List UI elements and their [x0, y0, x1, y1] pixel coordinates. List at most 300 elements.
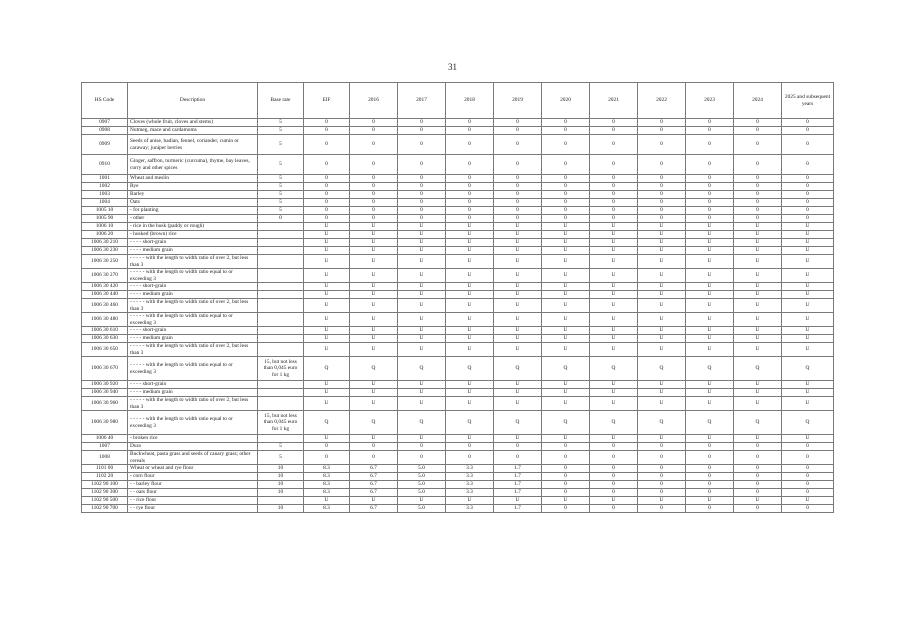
rate-cell: 0 [494, 155, 542, 175]
rate-cell: 0 [734, 451, 782, 465]
hs-code-cell: 1006 30 440 [82, 291, 128, 299]
rate-cell: U [494, 247, 542, 255]
rate-cell: U [782, 343, 834, 357]
hs-code-cell: 1002 [82, 183, 128, 191]
rate-cell: U [734, 269, 782, 283]
rate-cell: 0 [590, 451, 638, 465]
rate-cell: U [304, 255, 350, 269]
rate-cell: U [446, 313, 494, 327]
description-cell: Ginger, saffron, turmeric (curcuma), thyme, bay leaves, curry and other spices [128, 155, 258, 175]
rate-cell: 0 [350, 127, 398, 135]
rate-cell: U [686, 255, 734, 269]
rate-cell: 0 [542, 183, 590, 191]
rate-cell: 0 [734, 135, 782, 155]
rate-cell: 0 [638, 443, 686, 451]
table-row [82, 397, 834, 411]
hs-code-cell: 1102 90 300 [82, 489, 128, 497]
table-row [82, 489, 834, 497]
table-row [82, 135, 834, 155]
base-rate-cell [258, 335, 304, 343]
hs-code-cell: 1006 30 480 [82, 313, 128, 327]
rate-cell: 0 [304, 127, 350, 135]
rate-cell: 0 [734, 199, 782, 207]
rate-cell: 3.3 [446, 473, 494, 481]
hs-code-cell: 0910 [82, 155, 128, 175]
rate-cell: 0 [398, 155, 446, 175]
hs-code-cell: 1006 30 210 [82, 239, 128, 247]
rate-cell: U [446, 343, 494, 357]
rate-cell: U [638, 335, 686, 343]
rate-cell: U [446, 269, 494, 283]
rate-cell: 0 [542, 481, 590, 489]
rate-cell: 0 [782, 155, 834, 175]
rate-cell: 0 [590, 199, 638, 207]
rate-cell: U [590, 239, 638, 247]
table-row [82, 175, 834, 183]
rate-cell: 0 [398, 443, 446, 451]
rate-cell: Q [782, 357, 834, 381]
rate-cell: U [686, 283, 734, 291]
description-cell: - other [128, 215, 258, 223]
rate-cell: 0 [446, 451, 494, 465]
rate-cell: 0 [638, 183, 686, 191]
rate-cell: 6.7 [350, 465, 398, 473]
rate-cell: Q [398, 357, 446, 381]
rate-cell: 0 [590, 465, 638, 473]
rate-cell: 0 [446, 127, 494, 135]
rate-cell: U [304, 231, 350, 239]
rate-cell: U [494, 269, 542, 283]
rate-cell: 0 [350, 199, 398, 207]
rate-cell: 0 [734, 443, 782, 451]
rate-cell: 0 [494, 207, 542, 215]
rate-cell: Q [686, 411, 734, 435]
rate-cell: 0 [686, 215, 734, 223]
rate-cell: 0 [398, 191, 446, 199]
rate-cell: 0 [638, 489, 686, 497]
table-row [82, 247, 834, 255]
hs-code-cell: 1005 90 [82, 215, 128, 223]
rate-cell: U [494, 381, 542, 389]
rate-cell: 0 [494, 191, 542, 199]
hs-code-cell: 1006 30 420 [82, 283, 128, 291]
rate-cell: U [782, 381, 834, 389]
rate-cell: U [446, 389, 494, 397]
description-cell: - husked (brown) rice [128, 231, 258, 239]
base-rate-cell: 5 [258, 155, 304, 175]
rate-cell: U [542, 327, 590, 335]
rate-cell: 0 [350, 443, 398, 451]
rate-cell: U [446, 283, 494, 291]
rate-cell: U [782, 327, 834, 335]
rate-cell: U [638, 397, 686, 411]
column-header: 2019 [494, 83, 542, 119]
rate-cell: 0 [350, 215, 398, 223]
rate-cell: U [734, 327, 782, 335]
rate-cell: 0 [782, 191, 834, 199]
rate-cell: 0 [398, 119, 446, 127]
rate-cell: 0 [446, 207, 494, 215]
rate-cell: U [350, 335, 398, 343]
table-row [82, 255, 834, 269]
rate-cell: 0 [638, 135, 686, 155]
description-cell: Barley [128, 191, 258, 199]
table-row [82, 199, 834, 207]
rate-cell: U [494, 223, 542, 231]
rate-cell: U [304, 247, 350, 255]
rate-cell: U [398, 291, 446, 299]
rate-cell: 0 [350, 183, 398, 191]
rate-cell: 8.3 [304, 505, 350, 513]
rate-cell: 0 [782, 451, 834, 465]
hs-code-cell: 1102 90 700 [82, 505, 128, 513]
column-header: 2023 [686, 83, 734, 119]
rate-cell: U [542, 381, 590, 389]
base-rate-cell: 5 [258, 127, 304, 135]
rate-cell: U [734, 239, 782, 247]
rate-cell: 0 [304, 191, 350, 199]
hs-code-cell: 1006 30 650 [82, 343, 128, 357]
hs-code-cell: 1006 30 670 [82, 357, 128, 381]
rate-cell: U [590, 381, 638, 389]
rate-cell: U [542, 497, 590, 505]
hs-code-cell: 0908 [82, 127, 128, 135]
description-cell: - - - - - with the length to width ratio of over 2, but less than 3 [128, 299, 258, 313]
rate-cell: U [350, 283, 398, 291]
rate-cell: U [398, 497, 446, 505]
base-rate-cell: 10 [258, 465, 304, 473]
rate-cell: U [734, 247, 782, 255]
rate-cell: U [782, 291, 834, 299]
rate-cell: U [350, 313, 398, 327]
table-row [82, 443, 834, 451]
base-rate-cell [258, 299, 304, 313]
rate-cell: Q [494, 357, 542, 381]
rate-cell: 0 [590, 183, 638, 191]
rate-cell: U [494, 231, 542, 239]
rate-cell: 0 [734, 465, 782, 473]
rate-cell: U [638, 327, 686, 335]
base-rate-cell [258, 223, 304, 231]
rate-cell: 0 [686, 443, 734, 451]
hs-code-cell: 1006 30 230 [82, 247, 128, 255]
rate-cell: U [734, 255, 782, 269]
base-rate-cell [258, 231, 304, 239]
rate-cell: 0 [782, 207, 834, 215]
base-rate-cell [258, 497, 304, 505]
rate-cell: U [590, 313, 638, 327]
description-cell: - - - - medium grain [128, 291, 258, 299]
rate-cell: 6.7 [350, 481, 398, 489]
hs-code-cell: 1102 90 500 [82, 497, 128, 505]
rate-cell: U [782, 247, 834, 255]
description-cell: - - - - - with the length to width ratio equal to or exceeding 3 [128, 269, 258, 283]
rate-cell: 0 [734, 489, 782, 497]
rate-cell: 0 [542, 207, 590, 215]
rate-cell: 0 [494, 215, 542, 223]
rate-cell: U [782, 283, 834, 291]
rate-cell: U [686, 313, 734, 327]
rate-cell: U [542, 335, 590, 343]
base-rate-cell: 5 [258, 443, 304, 451]
rate-cell: U [590, 497, 638, 505]
rate-cell: 0 [350, 207, 398, 215]
description-cell: - - rice flour [128, 497, 258, 505]
description-cell: - - - - - with the length to width ratio of over 2, but less than 3 [128, 397, 258, 411]
rate-cell: 0 [686, 465, 734, 473]
rate-cell: 0 [446, 215, 494, 223]
rate-cell: 3.3 [446, 465, 494, 473]
rate-cell: 0 [782, 465, 834, 473]
base-rate-cell [258, 435, 304, 443]
description-cell: Nutmeg, mace and cardamoms [128, 127, 258, 135]
rate-cell: 6.7 [350, 473, 398, 481]
hs-code-cell: 1008 [82, 451, 128, 465]
page-number: 31 [448, 62, 457, 72]
rate-cell: U [446, 435, 494, 443]
base-rate-cell [258, 397, 304, 411]
table-row [82, 327, 834, 335]
rate-cell: 3.3 [446, 505, 494, 513]
rate-cell: 0 [782, 505, 834, 513]
rate-cell: Q [734, 357, 782, 381]
rate-cell: 0 [542, 175, 590, 183]
rate-cell: 8.3 [304, 481, 350, 489]
description-cell: Seeds of anise, badian, fennel, coriander, cumin or caraway; juniper berries [128, 135, 258, 155]
description-cell: - for planting [128, 207, 258, 215]
rate-cell: U [734, 231, 782, 239]
description-cell: Buckwheat, pasta grass and seeds of canary grass; other cereals [128, 451, 258, 465]
description-cell: Wheat and meslin [128, 175, 258, 183]
rate-cell: Q [542, 357, 590, 381]
rate-cell: U [734, 299, 782, 313]
rate-cell: 0 [494, 135, 542, 155]
rate-cell: 0 [782, 489, 834, 497]
rate-cell: 0 [398, 183, 446, 191]
rate-cell: U [782, 269, 834, 283]
rate-cell: 8.3 [304, 473, 350, 481]
rate-cell: U [304, 291, 350, 299]
rate-cell: U [686, 231, 734, 239]
rate-cell: 0 [638, 473, 686, 481]
table-row [82, 381, 834, 389]
base-rate-cell [258, 343, 304, 357]
rate-cell: U [542, 223, 590, 231]
hs-code-cell: 1006 30 250 [82, 255, 128, 269]
base-rate-cell [258, 247, 304, 255]
hs-code-cell: 1102 90 100 [82, 481, 128, 489]
rate-cell: 0 [304, 183, 350, 191]
rate-cell: 0 [398, 127, 446, 135]
rate-cell: 0 [304, 119, 350, 127]
rate-cell: 0 [446, 183, 494, 191]
rate-cell: U [304, 389, 350, 397]
rate-cell: 0 [446, 191, 494, 199]
rate-cell: 0 [304, 207, 350, 215]
rate-cell: 0 [304, 451, 350, 465]
rate-cell: U [542, 343, 590, 357]
rate-cell: U [542, 283, 590, 291]
rate-cell: 0 [686, 119, 734, 127]
rate-cell: 0 [638, 465, 686, 473]
description-cell: Dura [128, 443, 258, 451]
rate-cell: 0 [686, 481, 734, 489]
rate-cell: 0 [304, 443, 350, 451]
rate-cell: 0 [638, 155, 686, 175]
rate-cell: 0 [686, 175, 734, 183]
base-rate-cell [258, 389, 304, 397]
rate-cell: 0 [542, 155, 590, 175]
base-rate-cell [258, 283, 304, 291]
rate-cell: U [398, 283, 446, 291]
hs-code-cell: 1006 30 630 [82, 335, 128, 343]
rate-cell: 3.3 [446, 489, 494, 497]
hs-code-cell: 1006 30 610 [82, 327, 128, 335]
description-cell: Rye [128, 183, 258, 191]
rate-cell: 1.7 [494, 481, 542, 489]
rate-cell: 0 [542, 127, 590, 135]
description-cell: - - - - medium grain [128, 335, 258, 343]
rate-cell: U [304, 327, 350, 335]
rate-cell: U [398, 343, 446, 357]
rate-cell: U [782, 223, 834, 231]
hs-code-cell: 1005 10 [82, 207, 128, 215]
rate-cell: U [638, 239, 686, 247]
hs-code-cell: 1102 20 [82, 473, 128, 481]
table-row [82, 127, 834, 135]
rate-cell: 0 [350, 191, 398, 199]
table-row [82, 119, 834, 127]
rate-cell: 0 [398, 175, 446, 183]
rate-cell: 5.0 [398, 465, 446, 473]
rate-cell: U [494, 327, 542, 335]
rate-cell: U [542, 435, 590, 443]
table-row [82, 389, 834, 397]
rate-cell: 0 [590, 505, 638, 513]
rate-cell: Q [494, 411, 542, 435]
rate-cell: U [398, 255, 446, 269]
rate-cell: U [686, 239, 734, 247]
table-row [82, 465, 834, 473]
rate-cell: U [350, 269, 398, 283]
hs-code-cell: 1006 20 [82, 231, 128, 239]
rate-cell: U [350, 435, 398, 443]
rate-cell: U [686, 247, 734, 255]
hs-code-cell: 1006 40 [82, 435, 128, 443]
rate-cell: U [542, 397, 590, 411]
description-cell: - - - - short-grain [128, 327, 258, 335]
rate-cell: U [398, 335, 446, 343]
rate-cell: 0 [446, 135, 494, 155]
rate-cell: 0 [494, 175, 542, 183]
rate-cell: 0 [494, 183, 542, 191]
description-cell: Oats [128, 199, 258, 207]
rate-cell: U [638, 283, 686, 291]
rate-cell: U [782, 255, 834, 269]
description-cell: - - - - short-grain [128, 283, 258, 291]
rate-cell: U [734, 343, 782, 357]
table-row [82, 497, 834, 505]
rate-cell: U [446, 223, 494, 231]
description-cell: - - barley flour [128, 481, 258, 489]
rate-cell: U [350, 397, 398, 411]
rate-cell: U [446, 247, 494, 255]
rate-cell: 0 [542, 443, 590, 451]
rate-cell: 0 [542, 473, 590, 481]
rate-cell: U [446, 335, 494, 343]
rate-cell: 0 [782, 481, 834, 489]
rate-cell: 0 [782, 443, 834, 451]
rate-cell: U [638, 313, 686, 327]
hs-code-cell: 1006 30 940 [82, 389, 128, 397]
rate-cell: 0 [446, 443, 494, 451]
rate-cell: U [494, 299, 542, 313]
rate-cell: 0 [782, 135, 834, 155]
rate-cell: U [350, 381, 398, 389]
rate-cell: 0 [686, 183, 734, 191]
rate-cell: 0 [494, 127, 542, 135]
rate-cell: U [494, 239, 542, 247]
rate-cell: U [590, 299, 638, 313]
rate-cell: U [494, 313, 542, 327]
rate-cell: U [542, 269, 590, 283]
hs-code-cell: 1007 [82, 443, 128, 451]
rate-cell: 0 [638, 505, 686, 513]
rate-cell: U [542, 231, 590, 239]
rate-cell: 0 [398, 207, 446, 215]
rate-cell: U [494, 389, 542, 397]
base-rate-cell: 5 [258, 191, 304, 199]
base-rate-cell [258, 269, 304, 283]
rate-cell: 0 [686, 155, 734, 175]
rate-cell: U [638, 381, 686, 389]
table-row [82, 191, 834, 199]
rate-cell: 0 [734, 119, 782, 127]
rate-cell: 5.0 [398, 505, 446, 513]
rate-cell: U [590, 247, 638, 255]
rate-cell: 1.7 [494, 473, 542, 481]
hs-code-cell: 1006 30 960 [82, 397, 128, 411]
base-rate-cell: 5 [258, 199, 304, 207]
rate-cell: U [590, 231, 638, 239]
base-rate-cell: 5 [258, 119, 304, 127]
hs-code-cell: 0907 [82, 119, 128, 127]
rate-cell: 0 [590, 207, 638, 215]
description-cell: Cloves (whole fruit, cloves and stems) [128, 119, 258, 127]
rate-cell: 0 [638, 207, 686, 215]
hs-code-cell: 1006 30 270 [82, 269, 128, 283]
table-row [82, 269, 834, 283]
base-rate-cell: 5 [258, 135, 304, 155]
table-row [82, 411, 834, 435]
base-rate-cell: 5 [258, 175, 304, 183]
rate-cell: U [686, 299, 734, 313]
hs-code-cell: 1001 [82, 175, 128, 183]
rate-cell: U [350, 239, 398, 247]
rate-cell: U [638, 269, 686, 283]
rate-cell: 0 [304, 199, 350, 207]
rate-cell: U [446, 381, 494, 389]
rate-cell: 0 [590, 155, 638, 175]
rate-cell: 8.3 [304, 489, 350, 497]
rate-cell: U [350, 389, 398, 397]
rate-cell: 5.0 [398, 473, 446, 481]
rate-cell: U [542, 247, 590, 255]
hs-code-cell: 1004 [82, 199, 128, 207]
rate-cell: 0 [542, 505, 590, 513]
rate-cell: 0 [542, 465, 590, 473]
rate-cell: U [590, 335, 638, 343]
